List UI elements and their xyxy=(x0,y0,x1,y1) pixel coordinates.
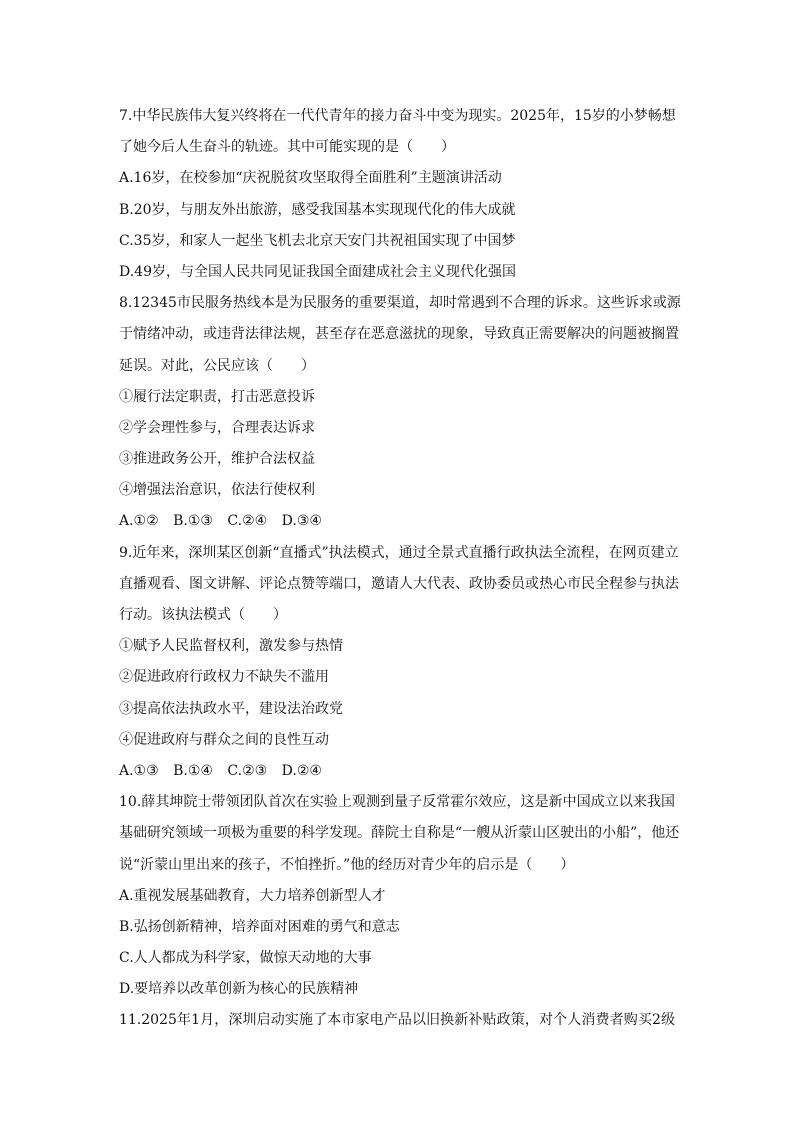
question-8 xyxy=(119,288,681,538)
question-stem-line: 延误。对此，公民应该（ ） xyxy=(119,357,315,374)
question-stem-line: 11.2025年1月，深圳启动实施了本市家电产品以旧换新补贴政策，对个人消费者购买2级 xyxy=(119,1012,675,1029)
option-c: C.②③ xyxy=(227,762,268,779)
statement-item: ③推进政务公开，维护合法权益 xyxy=(119,451,315,468)
question-stem-line: 说“沂蒙山里出来的孩子，不怕挫折。”他的经历对青少年的启示是（ ） xyxy=(119,856,575,873)
statement-item: ②学会理性参与，合理表达诉求 xyxy=(119,419,315,436)
exam-page xyxy=(119,101,681,1037)
answer-choice-a: A.16岁，在校参加“庆祝脱贫攻坚取得全面胜利”主题演讲活动 xyxy=(119,170,502,187)
question-stem-line: 了她今后人生奋斗的轨迹。其中可能实现的是（ ） xyxy=(119,139,455,156)
question-stem-line: 10.薛其坤院士带领团队首次在实验上观测到量子反常霍尔效应，这是新中国成立以来我国 xyxy=(119,794,675,811)
question-stem-line: 9.近年来，深圳某区创新“直播式”执法模式，通过全景式直播行政执法全流程，在网页建立 xyxy=(119,544,679,561)
answer-choice-b: B.20岁，与朋友外出旅游，感受我国基本实现现代化的伟大成就 xyxy=(119,201,516,218)
option-row xyxy=(119,756,675,787)
option-a: A.①③ xyxy=(119,762,159,779)
option-b: B.①③ xyxy=(173,513,213,530)
question-10 xyxy=(119,787,680,1005)
option-d: D.②④ xyxy=(281,762,322,779)
statement-item: ④增强法治意识，依法行使权利 xyxy=(119,482,315,499)
question-stem-line: 7.中华民族伟大复兴终将在一代代青年的接力奋斗中变为现实。2025年，15岁的小梦畅想 xyxy=(119,108,676,124)
option-b: B.①④ xyxy=(173,762,213,779)
statement-item: ④促进政府与群众之间的良性互动 xyxy=(119,731,329,748)
question-stem-line: 于情绪冲动，或违背法律法规，甚至存在恶意滋扰的现象，导致真正需要解决的问题被搁置 xyxy=(119,326,679,343)
statement-item: ①履行法定职责，打击恶意投诉 xyxy=(119,388,315,405)
answer-choice-d: D.要培养以改革创新为核心的民族精神 xyxy=(119,981,359,998)
answer-choice-c: C.人人都成为科学家，做惊天动地的大事 xyxy=(119,950,372,967)
option-a: A.①② xyxy=(119,513,159,530)
answer-choice-a: A.重视发展基础教育，大力培养创新型人才 xyxy=(119,887,386,904)
question-stem-line: 行动。该执法模式（ ） xyxy=(119,607,287,623)
question-9 xyxy=(119,538,679,788)
option-c: C.②④ xyxy=(227,513,268,530)
question-7 xyxy=(119,101,675,288)
statement-item: ①赋予人民监督权利，激发参与热情 xyxy=(119,638,343,655)
question-stem-line: 基础研究领域一项极为重要的科学发现。薛院士自称是“一艘从沂蒙山区驶出的小船”，他还 xyxy=(119,825,680,842)
answer-choice-b: B.弘扬创新精神，培养面对困难的勇气和意志 xyxy=(119,918,400,935)
statement-item: ③提高依法执政水平，建设法治政党 xyxy=(119,700,343,717)
answer-choice-c: C.35岁，和家人一起坐飞机去北京天安门共祝祖国实现了中国梦 xyxy=(119,232,516,249)
question-stem-line: 8.12345市民服务热线本是为民服务的重要渠道，却时常遇到不合理的诉求。这些诉求或源 xyxy=(119,295,681,312)
question-11 xyxy=(119,1005,675,1036)
statement-item: ②促进政府行政权力不缺失不滥用 xyxy=(119,669,329,686)
question-stem-line: 直播观看、图文讲解、评论点赞等端口，邀请人大代表、政协委员或热心市民全程参与执法 xyxy=(119,575,679,592)
option-d: D.③④ xyxy=(281,513,322,530)
option-row xyxy=(119,506,675,537)
answer-choice-d: D.49岁，与全国人民共同见证我国全面建成社会主义现代化强国 xyxy=(119,263,516,280)
